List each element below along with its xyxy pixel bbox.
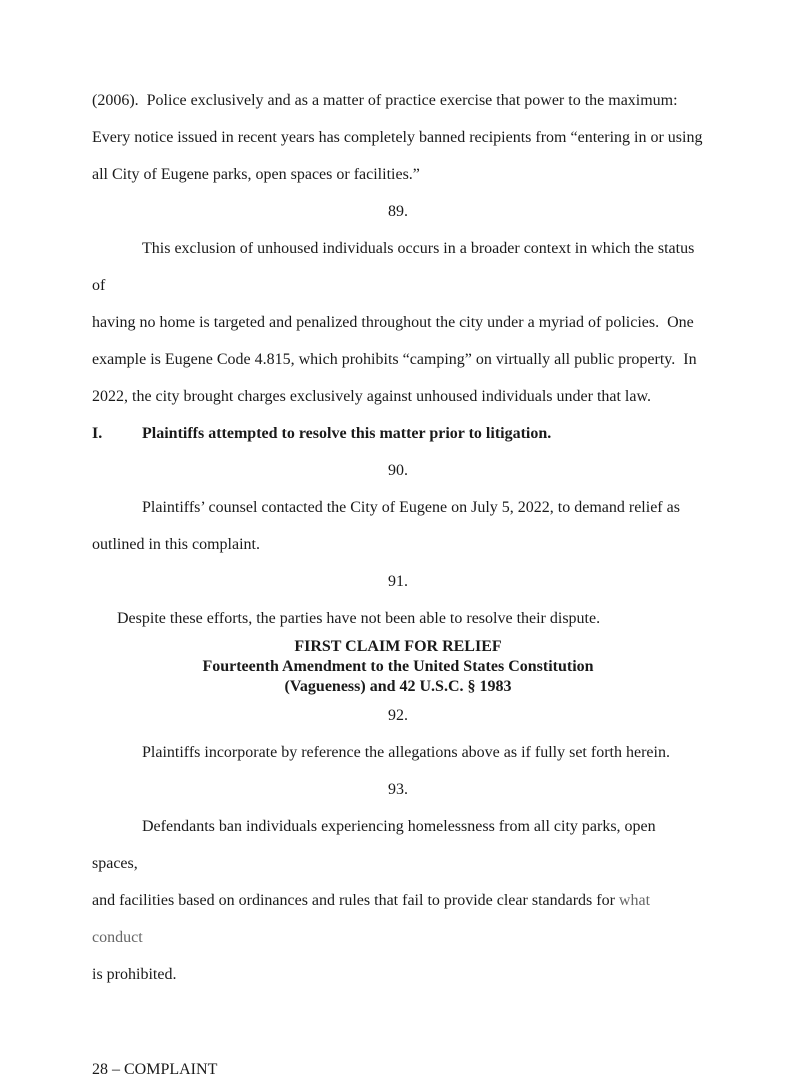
paragraph-continuation: (2006). Police exclusively and as a matter of practice exercise that power to the maximum: Every notice issued in recent years has completely banned recipients from “entering in or using all City of Eugene parks, open spaces or facilities.” bbox=[92, 92, 703, 183]
paragraph-93-muted-text: what conduct bbox=[92, 892, 655, 946]
paragraph-number-90: 90. bbox=[388, 462, 408, 479]
paragraph-91: Despite these efforts, the parties have not been able to resolve their dispute. bbox=[117, 610, 601, 627]
page-footer-label: 28 – COMPLAINT bbox=[92, 1061, 218, 1078]
paragraph-93-text: Defendants ban individuals experiencing homelessness from all city parks, open spaces, and facilities based on ordinances and rules that fail to provide clear standards for bbox=[92, 818, 656, 909]
paragraph-90: Plaintiffs’ counsel contacted the City of Eugene on July 5, 2022, to demand relief as outlined in this complaint. bbox=[92, 499, 680, 553]
paragraph-number-89: 89. bbox=[388, 203, 408, 220]
section-heading-title: Plaintiffs attempted to resolve this matter prior to litigation. bbox=[142, 425, 552, 442]
claim-heading-line-2: Fourteenth Amendment to the United States Constitution bbox=[202, 658, 594, 675]
section-heading-numeral: I. bbox=[92, 425, 103, 442]
paragraph-89: This exclusion of unhoused individuals occurs in a broader context in which the status of having no home is targeted and penalized throughout the city under a myriad of policies. One example is Eugene Code 4.815, which prohibits “camping” on virtually all public property. In 2022, the city brought charges exclusively against unhoused individuals under that law. bbox=[92, 240, 697, 405]
paragraph-number-93: 93. bbox=[388, 781, 408, 798]
paragraph-number-91: 91. bbox=[388, 573, 408, 590]
claim-heading bbox=[92, 637, 704, 697]
section-heading-1 bbox=[92, 415, 704, 452]
paragraph-93 bbox=[92, 808, 704, 993]
claim-heading-line-3: (Vagueness) and 42 U.S.C. § 1983 bbox=[284, 678, 512, 695]
claim-heading-line-1: FIRST CLAIM FOR RELIEF bbox=[294, 638, 502, 655]
paragraph-number-92: 92. bbox=[388, 707, 408, 724]
paragraph-93-text-end: is prohibited. bbox=[92, 966, 177, 983]
paragraph-92: Plaintiffs incorporate by reference the allegations above as if fully set forth herein. bbox=[142, 744, 670, 761]
